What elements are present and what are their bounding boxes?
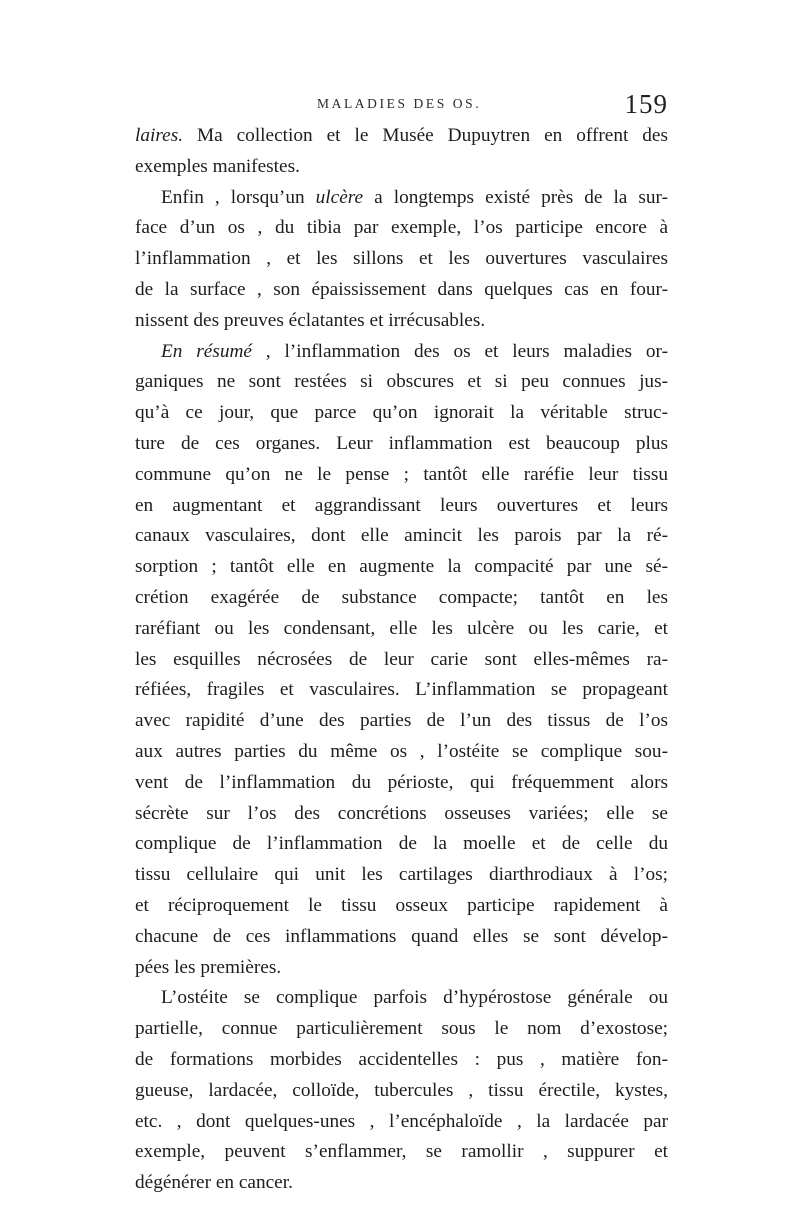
text-line (135, 706, 668, 737)
text-run: face d’un os , du tibia par exemple, l’os participe encore à (135, 217, 668, 239)
text-run: chacune de ces inflammations quand elles se sont dévelop- (135, 925, 668, 947)
text-line (135, 645, 668, 676)
text-line (135, 429, 668, 460)
text-run: etc. , dont quelques-unes , l’encéphaloïde , la lardacée par (135, 1110, 668, 1132)
text-run: l’inflammation , et les sillons et les ouvertures vasculaires (135, 248, 668, 270)
italic-text: ulcère (315, 186, 364, 208)
text-line (135, 1137, 668, 1168)
text-run: complique de l’inflammation de la moelle et de celle du (135, 833, 668, 855)
text-line (135, 244, 668, 275)
text-run: partielle, connue particulièrement sous le nom d’exostose; (135, 1018, 668, 1040)
text-line (135, 213, 668, 244)
text-run: crétion exagérée de substance compacte; tantôt en les (135, 586, 668, 608)
italic-text: laires. (135, 125, 184, 146)
text-run: avec rapidité d’une des parties de l’un des tissus de l’os (135, 710, 668, 732)
text-run: commune qu’on ne le pense ; tantôt elle raréfie leur tissu (135, 463, 668, 485)
text-line (135, 183, 668, 214)
text-run: de formations morbides accidentelles : pus , matière fon- (135, 1048, 668, 1070)
running-title: MALADIES DES OS. (317, 96, 482, 111)
text-run: nissent des preuves éclatantes et irrécusables. (135, 309, 486, 331)
page-number: 159 (624, 89, 668, 119)
text-run: a longtemps existé près de la sur- (363, 186, 668, 208)
text-run: sorption ; tantôt elle en augmente la compacité par une sé- (135, 556, 668, 578)
text-run: ganiques ne sont restées si obscures et si peu connues jus- (135, 371, 668, 393)
text-run: canaux vasculaires, dont elle amincit les parois par la ré- (135, 525, 668, 547)
text-run: de la surface , son épaississement dans quelques cas en four- (135, 278, 668, 300)
text-line (135, 737, 668, 768)
text-line (135, 491, 668, 522)
text-run: exemples manifestes. (135, 155, 300, 177)
text-run: et réciproquement le tissu osseux participe rapidement à (135, 894, 668, 916)
text-line (135, 306, 668, 337)
text-line (135, 922, 668, 953)
text-run: gueuse, lardacée, colloïde, tubercules , tissu érectile, kystes, (135, 1079, 668, 1101)
text-run: ture de ces organes. Leur inflammation est beaucoup plus (135, 432, 668, 454)
text-run: raréfiant ou les condensant, elle les ulcère ou les carie, et (135, 617, 668, 639)
text-run: , l’inflammation des os et leurs maladies or- (251, 340, 668, 362)
text-run: aux autres parties du même os , l’ostéite se complique sou- (135, 740, 668, 762)
text-line (135, 1076, 668, 1107)
text-line (135, 1014, 668, 1045)
text-run: Enfin , lorsqu’un (161, 186, 316, 208)
text-line (135, 398, 668, 429)
text-line (135, 1045, 668, 1076)
text-line (135, 983, 668, 1014)
text-line (135, 1168, 668, 1199)
text-line (135, 953, 668, 984)
text-line (135, 152, 668, 183)
text-line (135, 460, 668, 491)
text-run: pées les premières. (135, 956, 282, 978)
text-line (135, 768, 668, 799)
text-line (135, 337, 668, 368)
running-head (135, 89, 670, 122)
text-line (135, 799, 668, 830)
italic-text: En résumé (161, 340, 252, 362)
body-text (135, 121, 668, 1199)
text-line (135, 121, 668, 152)
text-line (135, 1107, 668, 1138)
text-run: vent de l’inflammation du périoste, qui fréquemment alors (135, 771, 668, 793)
text-run: tissu cellulaire qui unit les cartilages diarthrodiaux à l’os; (135, 864, 668, 886)
text-line (135, 521, 668, 552)
text-run: les esquilles nécrosées de leur carie sont elles-mêmes ra- (135, 648, 668, 670)
text-line (135, 860, 668, 891)
text-run: Ma collection et le Musée Dupuytren en offrent des (183, 125, 668, 146)
text-line (135, 675, 668, 706)
text-line (135, 829, 668, 860)
text-line (135, 614, 668, 645)
text-line (135, 583, 668, 614)
text-run: qu’à ce jour, que parce qu’on ignorait la véritable struc- (135, 402, 668, 424)
text-run: en augmentant et aggrandissant leurs ouvertures et leurs (135, 494, 668, 516)
text-line (135, 275, 668, 306)
text-line (135, 891, 668, 922)
text-line (135, 367, 668, 398)
text-run: L’ostéite se complique parfois d’hypérostose générale ou (161, 987, 668, 1009)
text-run: réfiées, fragiles et vasculaires. L’inflammation se propageant (135, 679, 668, 701)
text-run: sécrète sur l’os des concrétions osseuses variées; elle se (135, 802, 668, 824)
text-run: dégénérer en cancer. (135, 1172, 293, 1194)
text-line (135, 552, 668, 583)
text-run: exemple, peuvent s’enflammer, se ramollir , suppurer et (135, 1141, 668, 1163)
